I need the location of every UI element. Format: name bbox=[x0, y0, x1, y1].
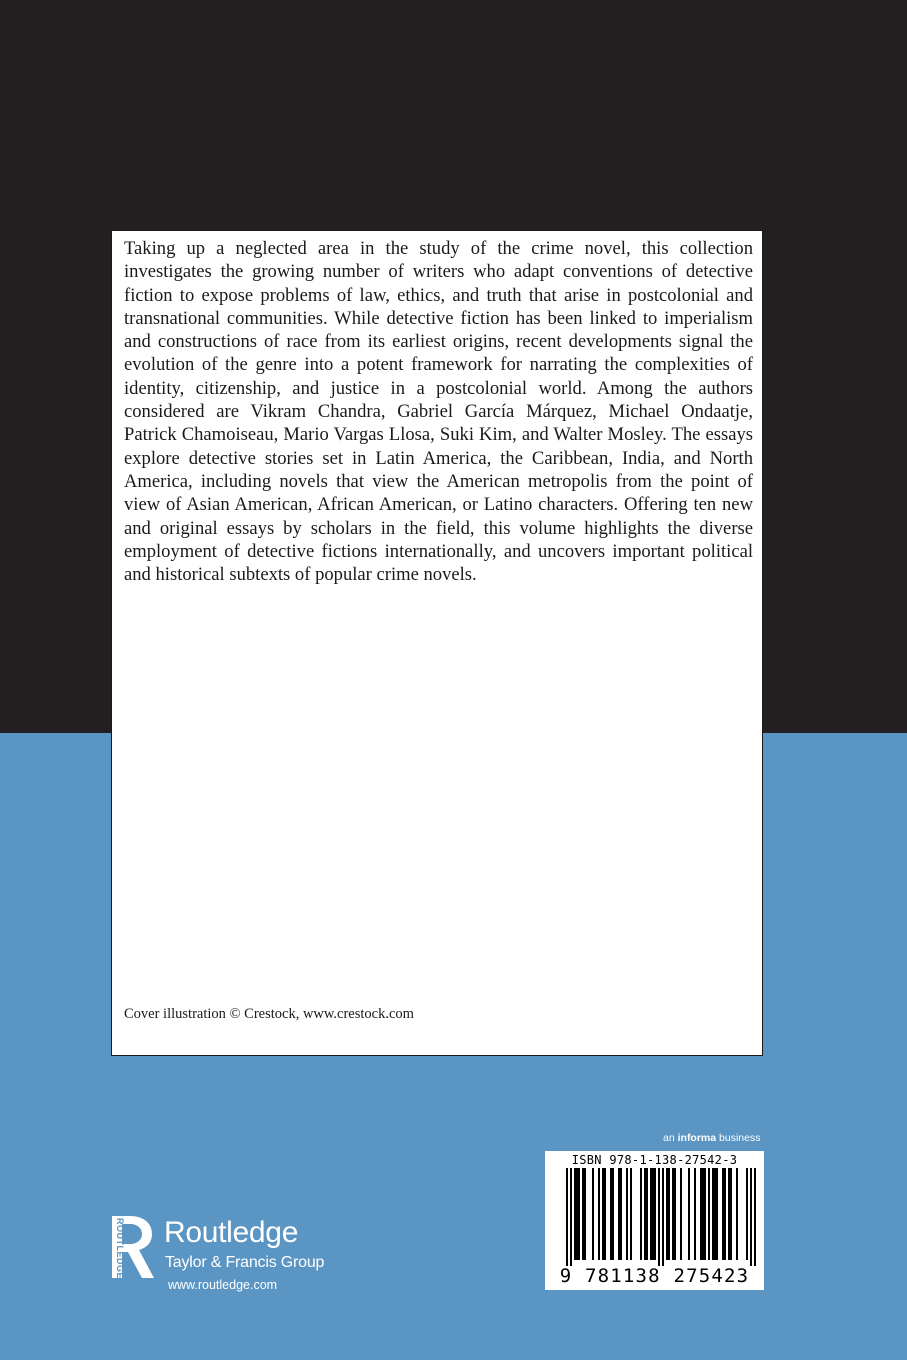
barcode-bar bbox=[714, 1168, 716, 1260]
barcode-panel bbox=[545, 1151, 764, 1290]
barcode-bar bbox=[658, 1168, 660, 1266]
barcode-bar bbox=[666, 1168, 668, 1260]
barcode-bar bbox=[736, 1168, 738, 1260]
barcode-bar bbox=[602, 1168, 604, 1260]
barcode-bar bbox=[644, 1168, 646, 1260]
barcode-bar bbox=[672, 1168, 674, 1260]
publisher-url: www.routledge.com bbox=[168, 1278, 278, 1292]
barcode-bar bbox=[674, 1168, 676, 1260]
barcode-digits: 9 781138 275423 bbox=[559, 1265, 750, 1287]
barcode-bar bbox=[618, 1168, 620, 1260]
barcode-icon bbox=[552, 1168, 757, 1266]
barcode-bar bbox=[566, 1168, 568, 1266]
barcode-bar bbox=[584, 1168, 586, 1260]
informa-brand: informa bbox=[677, 1132, 717, 1144]
barcode-bar bbox=[694, 1168, 696, 1260]
barcode-bar bbox=[646, 1168, 648, 1260]
barcode-bar bbox=[724, 1168, 726, 1260]
barcode-bar bbox=[700, 1168, 702, 1260]
barcode-bar bbox=[704, 1168, 706, 1260]
cover-credit: Cover illustration © Crestock, www.crestock.com bbox=[124, 1006, 414, 1022]
barcode-bar bbox=[612, 1168, 614, 1260]
barcode-bar bbox=[652, 1168, 654, 1260]
informa-suffix: business bbox=[716, 1132, 761, 1144]
barcode-bar bbox=[702, 1168, 704, 1260]
barcode-bar bbox=[688, 1168, 690, 1260]
barcode-bar bbox=[668, 1168, 670, 1260]
routledge-mark-icon bbox=[108, 1212, 160, 1282]
barcode-bar bbox=[598, 1168, 600, 1260]
barcode-bar bbox=[592, 1168, 594, 1260]
barcode-bar bbox=[662, 1168, 664, 1266]
barcode-bar bbox=[610, 1168, 612, 1260]
barcode-bar bbox=[754, 1168, 756, 1266]
isbn-label: ISBN 978-1-138-27542-3 bbox=[571, 1153, 738, 1167]
barcode-bar bbox=[604, 1168, 606, 1260]
barcode-bar bbox=[746, 1168, 748, 1260]
blurb-panel bbox=[111, 230, 763, 1056]
barcode-bar bbox=[576, 1168, 578, 1260]
barcode-bar bbox=[650, 1168, 652, 1260]
publisher-name: Routledge bbox=[164, 1216, 299, 1249]
logo-vertical-text: ROUTLEDGE bbox=[115, 1218, 125, 1280]
informa-prefix: an bbox=[663, 1132, 678, 1144]
publisher-group: Taylor & Francis Group bbox=[165, 1254, 325, 1271]
barcode-bar bbox=[578, 1168, 580, 1260]
barcode-bar bbox=[630, 1168, 632, 1260]
barcode-bar bbox=[626, 1168, 628, 1260]
barcode-bar bbox=[640, 1168, 642, 1260]
barcode-bar bbox=[654, 1168, 656, 1260]
barcode-bar bbox=[730, 1168, 732, 1260]
informa-tagline bbox=[663, 1132, 766, 1144]
barcode-bar bbox=[728, 1168, 730, 1260]
barcode-bar bbox=[582, 1168, 584, 1260]
blurb-text: Taking up a neglected area in the study of the crime novel, this collection investigates the growing number of writers who adapt conventions of detective fiction to expose problems of law, ethics, and truth that arise in postcolonial and transnational communities. While detective fiction has been linked to imperialism and constructions of race from its earliest origins, recent developments signal the evolution of the genre into a potent framework for narrating the complexities of identity, citizenship, and justice in a postcolonial world. Among the authors considered are Vikram Chandra, Gabriel García Márquez, Michael Ondaatje, Patrick Chamoiseau, Mario Vargas Llosa, Suki Kim, and Walter Mosley. The essays explore detective stories set in Latin America, the Caribbean, India, and North America, including novels that view the American metropolis from the point of view of Asian American, African American, or Latino characters. Offering ten new and original essays by scholars in the field, this volume highlights the diverse employment of detective fictions internationally, and uncovers important political and historical subtexts of popular crime novels. bbox=[124, 238, 753, 586]
barcode-bar bbox=[680, 1168, 682, 1260]
barcode-bar bbox=[712, 1168, 714, 1260]
barcode-bar bbox=[574, 1168, 576, 1260]
barcode-bar bbox=[716, 1168, 718, 1260]
barcode-bar bbox=[722, 1168, 724, 1260]
barcode-bar bbox=[570, 1168, 572, 1266]
routledge-logo bbox=[108, 1212, 368, 1302]
barcode-bar bbox=[750, 1168, 752, 1266]
barcode-bar bbox=[708, 1168, 710, 1260]
barcode-bar bbox=[620, 1168, 622, 1260]
